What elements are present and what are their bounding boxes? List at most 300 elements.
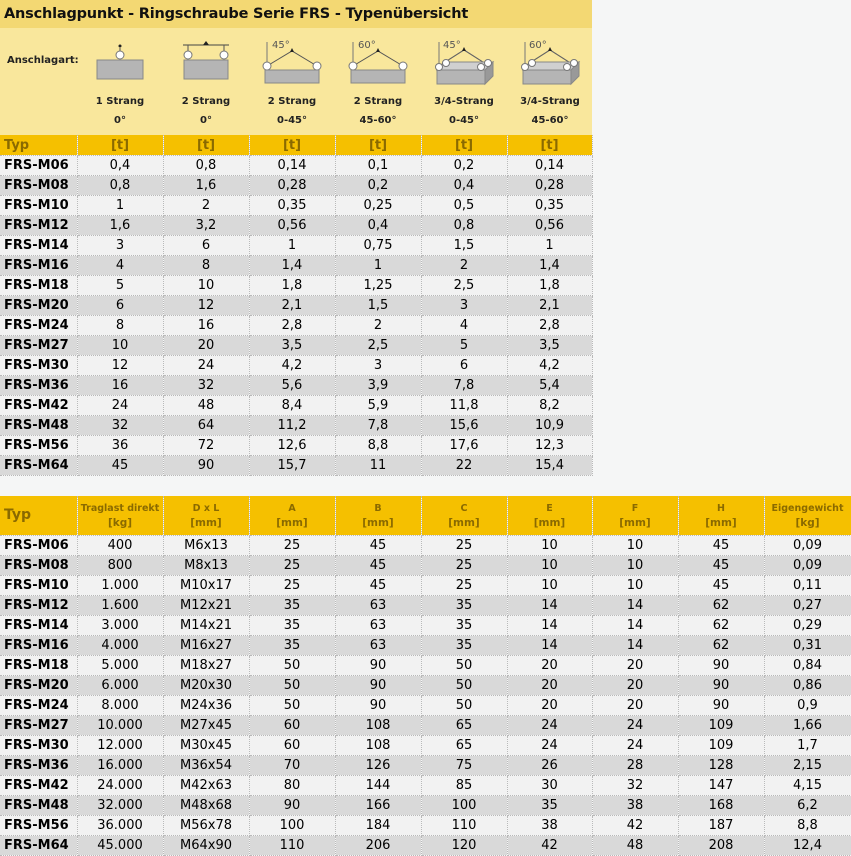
capacity-cell: 32: [77, 416, 163, 436]
capacity-cell: 22: [421, 456, 507, 476]
value-cell: 1.600: [77, 596, 163, 616]
value-cell: 5.000: [77, 656, 163, 676]
value-cell: 20: [592, 676, 678, 696]
value-cell: 20: [507, 656, 592, 676]
value-cell: 65: [421, 716, 507, 736]
table-row: [0, 256, 592, 276]
value-cell: 110: [249, 836, 335, 856]
value-cell: 10: [592, 536, 678, 556]
type-cell: FRS-M48: [0, 796, 77, 816]
table-row: [0, 296, 592, 316]
capacity-table-header: [0, 135, 592, 156]
value-cell: 109: [678, 736, 764, 756]
value-cell: 0,09: [764, 536, 851, 556]
capacity-cell: 4: [421, 316, 507, 336]
capacity-cell: 8,8: [335, 436, 421, 456]
column-header-name: A: [288, 502, 296, 514]
value-cell: 6.000: [77, 676, 163, 696]
table-row: [0, 396, 592, 416]
value-cell: 8,8: [764, 816, 851, 836]
angle-mark: 60°: [529, 40, 547, 51]
value-cell: 35: [421, 616, 507, 636]
capacity-cell: 5,9: [335, 396, 421, 416]
column-header-unit: [mm]: [533, 516, 566, 529]
value-cell: 0,27: [764, 596, 851, 616]
table-row: [0, 696, 851, 716]
type-cell: FRS-M06: [0, 536, 77, 556]
type-cell: FRS-M64: [0, 456, 77, 476]
value-cell: 0,84: [764, 656, 851, 676]
type-cell: FRS-M27: [0, 336, 77, 356]
table-row: [0, 376, 592, 396]
angle-label: 45-60°: [359, 115, 397, 126]
capacity-cell: 16: [77, 376, 163, 396]
type-cell: FRS-M10: [0, 196, 77, 216]
column-header-name: Eigengewicht: [771, 502, 844, 514]
table-row: [0, 556, 851, 576]
capacity-cell: 11: [335, 456, 421, 476]
type-cell: FRS-M12: [0, 596, 77, 616]
angle-mark: 60°: [358, 40, 376, 51]
column-header-unit: [mm]: [619, 516, 651, 529]
value-cell: 108: [335, 716, 421, 736]
capacity-cell: 2: [421, 256, 507, 276]
type-cell: FRS-M14: [0, 616, 77, 636]
value-cell: 25: [249, 556, 335, 576]
type-cell: FRS-M18: [0, 656, 77, 676]
column-header-name: D x L: [192, 502, 220, 514]
value-cell: 35: [249, 636, 335, 656]
capacity-cell: 0,56: [507, 216, 592, 236]
capacity-cell: 24: [163, 356, 249, 376]
strand-label: 3/4-Strang: [520, 96, 580, 107]
value-cell: M27x45: [163, 716, 249, 736]
value-cell: 0,86: [764, 676, 851, 696]
table-row: [0, 636, 851, 656]
capacity-cell: 0,28: [507, 176, 592, 196]
value-cell: 90: [678, 656, 764, 676]
capacity-cell: 5: [421, 336, 507, 356]
value-cell: 1,66: [764, 716, 851, 736]
value-cell: 45: [678, 536, 764, 556]
column-header-name: E: [546, 502, 553, 514]
value-cell: 14: [592, 616, 678, 636]
type-cell: FRS-M12: [0, 216, 77, 236]
capacity-cell: 1,5: [335, 296, 421, 316]
capacity-cell: 1: [335, 256, 421, 276]
column-header-name: C: [460, 502, 468, 514]
capacity-cell: 5: [77, 276, 163, 296]
capacity-cell: 6: [163, 236, 249, 256]
value-cell: 25: [421, 536, 507, 556]
value-cell: 166: [335, 796, 421, 816]
capacity-cell: 16: [163, 316, 249, 336]
capacity-cell: 0,2: [335, 176, 421, 196]
capacity-cell: 0,35: [507, 196, 592, 216]
value-cell: 20: [507, 696, 592, 716]
value-cell: 35: [507, 796, 592, 816]
column-header-typ: Typ: [0, 496, 77, 536]
column-header-unit: [mm]: [362, 516, 394, 529]
value-cell: 0,09: [764, 556, 851, 576]
column-header: [507, 496, 592, 536]
capacity-cell: 0,14: [249, 156, 335, 176]
column-header-unit: [mm]: [448, 516, 480, 529]
value-cell: 35: [421, 636, 507, 656]
type-cell: FRS-M24: [0, 316, 77, 336]
capacity-cell: 8,2: [507, 396, 592, 416]
value-cell: 38: [592, 796, 678, 816]
table-row: [0, 536, 851, 556]
capacity-cell: 1,8: [249, 276, 335, 296]
value-cell: 62: [678, 596, 764, 616]
capacity-cell: 4: [77, 256, 163, 276]
value-cell: 50: [421, 676, 507, 696]
value-cell: 4,15: [764, 776, 851, 796]
two-leg-45-sling-icon: [257, 34, 327, 90]
capacity-cell: 0,1: [335, 156, 421, 176]
dimensions-table-wrapper: [0, 496, 851, 856]
load-capacity-overview: [0, 0, 592, 476]
value-cell: 63: [335, 616, 421, 636]
value-cell: 400: [77, 536, 163, 556]
type-cell: FRS-M16: [0, 256, 77, 276]
column-header-unit: [mm]: [705, 516, 737, 529]
value-cell: M20x30: [163, 676, 249, 696]
type-cell: FRS-M42: [0, 776, 77, 796]
capacity-cell: 72: [163, 436, 249, 456]
capacity-cell: 11,2: [249, 416, 335, 436]
dimensions-table: [0, 496, 851, 856]
capacity-cell: 20: [163, 336, 249, 356]
capacity-cell: 0,8: [77, 176, 163, 196]
four-leg-60-sling-icon: [515, 34, 585, 90]
value-cell: 100: [249, 816, 335, 836]
column-header-unit: [kg]: [795, 516, 820, 529]
value-cell: 45: [678, 576, 764, 596]
table-row: [0, 436, 592, 456]
value-cell: 90: [335, 656, 421, 676]
table-row: [0, 836, 851, 856]
value-cell: 4.000: [77, 636, 163, 656]
capacity-cell: 3,5: [507, 336, 592, 356]
table-row: [0, 716, 851, 736]
capacity-cell: 8,4: [249, 396, 335, 416]
type-cell: FRS-M18: [0, 276, 77, 296]
value-cell: 50: [249, 696, 335, 716]
value-cell: 14: [507, 636, 592, 656]
table-row: [0, 216, 592, 236]
value-cell: 20: [592, 656, 678, 676]
table-row: [0, 616, 851, 636]
table-row: [0, 336, 592, 356]
method-column: [507, 28, 593, 135]
value-cell: 50: [249, 676, 335, 696]
value-cell: 24: [507, 736, 592, 756]
column-header: [335, 496, 421, 536]
value-cell: 147: [678, 776, 764, 796]
value-cell: 12.000: [77, 736, 163, 756]
capacity-cell: 15,4: [507, 456, 592, 476]
capacity-cell: 1,4: [249, 256, 335, 276]
table-row: [0, 796, 851, 816]
value-cell: M36x54: [163, 756, 249, 776]
capacity-cell: 36: [77, 436, 163, 456]
value-cell: 14: [592, 636, 678, 656]
value-cell: 90: [335, 676, 421, 696]
column-header-name: Traglast direkt: [80, 502, 160, 514]
value-cell: 0,11: [764, 576, 851, 596]
value-cell: 50: [421, 696, 507, 716]
type-cell: FRS-M08: [0, 176, 77, 196]
column-header: [163, 496, 249, 536]
capacity-cell: 6: [77, 296, 163, 316]
table-row: [0, 576, 851, 596]
column-header-name: H: [717, 502, 725, 514]
column-header-unit: [t]: [421, 135, 507, 156]
value-cell: 10: [592, 556, 678, 576]
capacity-cell: 17,6: [421, 436, 507, 456]
value-cell: 50: [421, 656, 507, 676]
value-cell: 35: [421, 596, 507, 616]
anschlagart-label: Anschlagart:: [7, 55, 79, 66]
value-cell: 42: [507, 836, 592, 856]
angle-label: 0-45°: [276, 115, 308, 126]
value-cell: 24: [592, 716, 678, 736]
capacity-cell: 0,8: [421, 216, 507, 236]
column-header-unit: [mm]: [276, 516, 308, 529]
angle-mark: 45°: [443, 40, 461, 51]
capacity-cell: 0,14: [507, 156, 592, 176]
capacity-cell: 32: [163, 376, 249, 396]
value-cell: 187: [678, 816, 764, 836]
capacity-cell: 8: [163, 256, 249, 276]
value-cell: M6x13: [163, 536, 249, 556]
value-cell: M64x90: [163, 836, 249, 856]
value-cell: 62: [678, 636, 764, 656]
capacity-cell: 3,9: [335, 376, 421, 396]
angle-label: 45-60°: [531, 115, 569, 126]
capacity-cell: 7,8: [335, 416, 421, 436]
value-cell: 35: [249, 596, 335, 616]
type-cell: FRS-M42: [0, 396, 77, 416]
value-cell: M16x27: [163, 636, 249, 656]
value-cell: 8.000: [77, 696, 163, 716]
method-column: [249, 28, 335, 135]
type-cell: FRS-M56: [0, 436, 77, 456]
value-cell: 25: [421, 556, 507, 576]
capacity-cell: 0,56: [249, 216, 335, 236]
value-cell: 184: [335, 816, 421, 836]
value-cell: 0,29: [764, 616, 851, 636]
capacity-cell: 5,6: [249, 376, 335, 396]
value-cell: 110: [421, 816, 507, 836]
value-cell: 90: [678, 696, 764, 716]
value-cell: 0,9: [764, 696, 851, 716]
angle-label: 0°: [200, 115, 212, 126]
capacity-cell: 4,2: [249, 356, 335, 376]
capacity-cell: 45: [77, 456, 163, 476]
value-cell: 60: [249, 736, 335, 756]
column-header-unit: [t]: [77, 135, 163, 156]
angle-label: 0°: [114, 115, 126, 126]
type-cell: FRS-M14: [0, 236, 77, 256]
value-cell: 128: [678, 756, 764, 776]
value-cell: 25: [421, 576, 507, 596]
value-cell: 36.000: [77, 816, 163, 836]
column-header: [592, 496, 678, 536]
capacity-cell: 1,6: [163, 176, 249, 196]
capacity-cell: 1,8: [507, 276, 592, 296]
capacity-cell: 2,8: [507, 316, 592, 336]
value-cell: M42x63: [163, 776, 249, 796]
value-cell: 50: [249, 656, 335, 676]
strand-label: 1 Strang: [95, 96, 145, 107]
capacity-cell: 11,8: [421, 396, 507, 416]
method-column: [335, 28, 421, 135]
capacity-cell: 8: [77, 316, 163, 336]
column-header-unit: [mm]: [190, 516, 222, 529]
strand-label: 2 Strang: [181, 96, 231, 107]
capacity-cell: 1: [507, 236, 592, 256]
value-cell: 24: [592, 736, 678, 756]
capacity-cell: 12,6: [249, 436, 335, 456]
value-cell: 126: [335, 756, 421, 776]
value-cell: 168: [678, 796, 764, 816]
value-cell: 800: [77, 556, 163, 576]
value-cell: 45: [335, 536, 421, 556]
table-row: [0, 316, 592, 336]
capacity-cell: 0,4: [77, 156, 163, 176]
capacity-cell: 0,8: [163, 156, 249, 176]
capacity-cell: 3: [421, 296, 507, 316]
type-cell: FRS-M27: [0, 716, 77, 736]
capacity-cell: 12: [77, 356, 163, 376]
value-cell: 90: [335, 696, 421, 716]
value-cell: 10: [507, 556, 592, 576]
value-cell: 62: [678, 616, 764, 636]
type-cell: FRS-M36: [0, 756, 77, 776]
value-cell: 2,15: [764, 756, 851, 776]
capacity-cell: 10,9: [507, 416, 592, 436]
two-leg-60-sling-icon: [343, 34, 413, 90]
value-cell: 45.000: [77, 836, 163, 856]
strand-label: 2 Strang: [267, 96, 317, 107]
value-cell: 26: [507, 756, 592, 776]
table-row: [0, 356, 592, 376]
type-cell: FRS-M08: [0, 556, 77, 576]
value-cell: 42: [592, 816, 678, 836]
capacity-cell: 0,35: [249, 196, 335, 216]
method-column: [421, 28, 507, 135]
value-cell: 45: [335, 576, 421, 596]
type-cell: FRS-M56: [0, 816, 77, 836]
value-cell: 108: [335, 736, 421, 756]
capacity-cell: 15,7: [249, 456, 335, 476]
value-cell: 25: [249, 576, 335, 596]
capacity-cell: 3: [335, 356, 421, 376]
value-cell: 16.000: [77, 756, 163, 776]
capacity-cell: 15,6: [421, 416, 507, 436]
dimensions-table-header: [0, 496, 851, 536]
value-cell: 30: [507, 776, 592, 796]
value-cell: 20: [592, 696, 678, 716]
capacity-cell: 7,8: [421, 376, 507, 396]
table-row: [0, 656, 851, 676]
value-cell: 38: [507, 816, 592, 836]
column-header-typ: Typ: [0, 135, 77, 156]
column-header-name: F: [631, 502, 639, 514]
four-leg-45-sling-icon: [429, 34, 499, 90]
capacity-cell: 64: [163, 416, 249, 436]
type-cell: FRS-M16: [0, 636, 77, 656]
value-cell: 28: [592, 756, 678, 776]
table-row: [0, 776, 851, 796]
value-cell: M48x68: [163, 796, 249, 816]
capacity-cell: 2,5: [421, 276, 507, 296]
capacity-cell: 5,4: [507, 376, 592, 396]
capacity-cell: 2,8: [249, 316, 335, 336]
capacity-cell: 0,25: [335, 196, 421, 216]
value-cell: 20: [507, 676, 592, 696]
value-cell: 25: [249, 536, 335, 556]
value-cell: 0,31: [764, 636, 851, 656]
angle-label: 0-45°: [448, 115, 480, 126]
capacity-cell: 0,5: [421, 196, 507, 216]
value-cell: 10: [507, 536, 592, 556]
type-cell: FRS-M36: [0, 376, 77, 396]
value-cell: M14x21: [163, 616, 249, 636]
value-cell: 109: [678, 716, 764, 736]
capacity-cell: 48: [163, 396, 249, 416]
capacity-cell: 0,4: [335, 216, 421, 236]
capacity-cell: 0,75: [335, 236, 421, 256]
column-header-unit: [t]: [507, 135, 592, 156]
value-cell: M10x17: [163, 576, 249, 596]
capacity-cell: 90: [163, 456, 249, 476]
value-cell: 14: [507, 616, 592, 636]
strand-label: 3/4-Strang: [434, 96, 494, 107]
capacity-cell: 2,1: [507, 296, 592, 316]
column-header: [421, 496, 507, 536]
table-row: [0, 176, 592, 196]
column-header-unit: [kg]: [107, 516, 133, 529]
value-cell: 48: [592, 836, 678, 856]
table-row: [0, 736, 851, 756]
value-cell: 32: [592, 776, 678, 796]
value-cell: 1,7: [764, 736, 851, 756]
capacity-cell: 1,6: [77, 216, 163, 236]
value-cell: 75: [421, 756, 507, 776]
value-cell: 24.000: [77, 776, 163, 796]
column-header: [764, 496, 851, 536]
capacity-cell: 24: [77, 396, 163, 416]
value-cell: 206: [335, 836, 421, 856]
strand-label: 2 Strang: [353, 96, 403, 107]
value-cell: 65: [421, 736, 507, 756]
value-cell: 45: [335, 556, 421, 576]
value-cell: 60: [249, 716, 335, 736]
value-cell: 100: [421, 796, 507, 816]
value-cell: 10.000: [77, 716, 163, 736]
type-cell: FRS-M30: [0, 736, 77, 756]
value-cell: M18x27: [163, 656, 249, 676]
table-row: [0, 456, 592, 476]
capacity-cell: 4,2: [507, 356, 592, 376]
capacity-cell: 1,5: [421, 236, 507, 256]
type-cell: FRS-M48: [0, 416, 77, 436]
capacity-cell: 0,4: [421, 176, 507, 196]
